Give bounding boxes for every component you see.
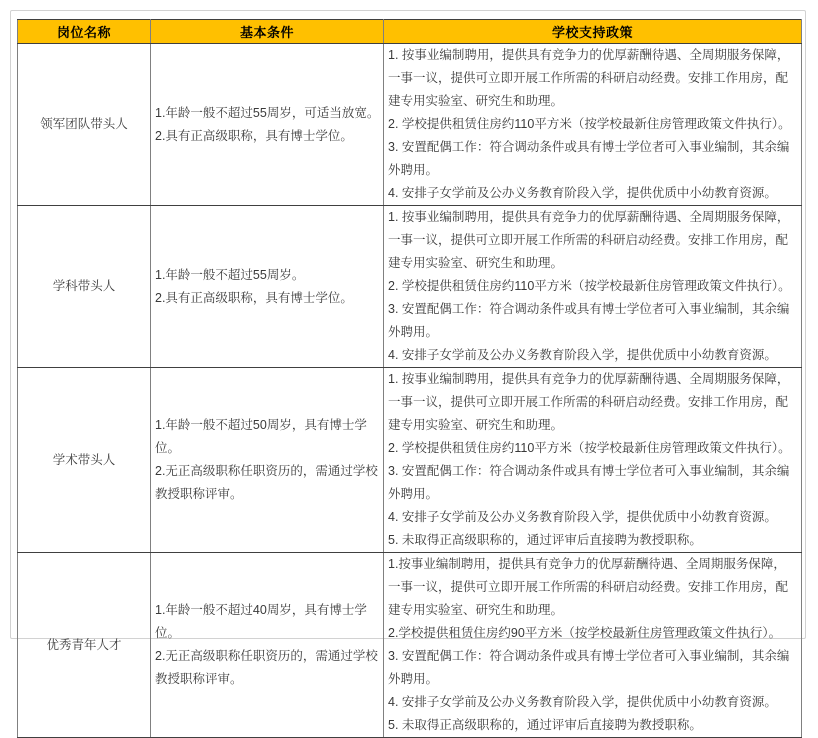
policies-cell xyxy=(384,206,802,368)
policy-line: 3. 安置配偶工作：符合调动条件或具有博士学位者可入事业编制，其余编外聘用。 xyxy=(388,464,790,501)
policy-line: 4. 安排子女学前及公办义务教育阶段入学，提供优质中小幼教育资源。 xyxy=(388,510,777,524)
table-row xyxy=(18,553,802,738)
policy-line: 2. 学校提供租赁住房约110平方米（按学校最新住房管理政策文件执行）。 xyxy=(388,117,791,131)
table-row xyxy=(18,206,802,368)
table-body xyxy=(18,44,802,738)
condition-line: 1.年龄一般不超过50周岁，具有博士学位。 xyxy=(155,418,367,455)
policy-line: 2. 学校提供租赁住房约110平方米（按学校最新住房管理政策文件执行）。 xyxy=(388,279,791,293)
policies-cell xyxy=(384,368,802,553)
policy-line: 5. 未取得正高级职称的，通过评审后直接聘为教授职称。 xyxy=(388,718,702,732)
table-row xyxy=(18,368,802,553)
condition-line: 2.具有正高级职称，具有博士学位。 xyxy=(155,290,353,305)
condition-line: 1.年龄一般不超过55周岁。 xyxy=(155,267,305,282)
header-basic-conditions: 基本条件 xyxy=(151,20,384,44)
policies-cell xyxy=(384,553,802,738)
conditions-cell xyxy=(151,553,384,738)
policy-line: 3. 安置配偶工作：符合调动条件或具有博士学位者可入事业编制，其余编外聘用。 xyxy=(388,140,790,177)
position-cell: 优秀青年人才 xyxy=(18,553,151,738)
policy-line: 4. 安排子女学前及公办义务教育阶段入学，提供优质中小幼教育资源。 xyxy=(388,695,777,709)
policy-line: 4. 安排子女学前及公办义务教育阶段入学，提供优质中小幼教育资源。 xyxy=(388,348,777,362)
position-cell: 学科带头人 xyxy=(18,206,151,368)
policy-line: 3. 安置配偶工作：符合调动条件或具有博士学位者可入事业编制，其余编外聘用。 xyxy=(388,649,790,686)
condition-line: 1.年龄一般不超过40周岁，具有博士学位。 xyxy=(155,603,367,640)
conditions-cell xyxy=(151,368,384,553)
header-support-policies: 学校支持政策 xyxy=(384,20,802,44)
position-cell: 学术带头人 xyxy=(18,368,151,553)
policy-line: 2.学校提供租赁住房约90平方米（按学校最新住房管理政策文件执行）。 xyxy=(388,626,782,640)
policy-line: 1. 按事业编制聘用，提供具有竞争力的优厚薪酬待遇、全周期服务保障，一事一议，提供可立即开展工作所需的科研启动经费。安排工作用房，配建专用实验室、研究生和助理。 xyxy=(388,48,790,108)
header-position-name: 岗位名称 xyxy=(18,20,151,44)
policy-line: 5. 未取得正高级职称的，通过评审后直接聘为教授职称。 xyxy=(388,533,702,547)
condition-line: 2.具有正高级职称，具有博士学位。 xyxy=(155,128,353,143)
condition-line: 2.无正高级职称任职资历的，需通过学校教授职称评审。 xyxy=(155,649,378,686)
condition-line: 1.年龄一般不超过55周岁，可适当放宽。 xyxy=(155,105,380,120)
policy-line: 1.按事业编制聘用，提供具有竞争力的优厚薪酬待遇、全周期服务保障，一事一议，提供可立即开展工作所需的科研启动经费。安排工作用房，配建专用实验室、研究生和助理。 xyxy=(388,557,789,617)
conditions-cell xyxy=(151,206,384,368)
header-row xyxy=(18,20,802,44)
conditions-cell xyxy=(151,44,384,206)
condition-line: 2.无正高级职称任职资历的，需通过学校教授职称评审。 xyxy=(155,464,378,501)
policy-line: 1. 按事业编制聘用，提供具有竞争力的优厚薪酬待遇、全周期服务保障，一事一议，提供可立即开展工作所需的科研启动经费。安排工作用房，配建专用实验室、研究生和助理。 xyxy=(388,210,790,270)
policy-line: 2. 学校提供租赁住房约110平方米（按学校最新住房管理政策文件执行）。 xyxy=(388,441,791,455)
position-cell: 领军团队带头人 xyxy=(18,44,151,206)
positions-table xyxy=(17,19,802,738)
table-row xyxy=(18,44,802,206)
policy-line: 3. 安置配偶工作：符合调动条件或具有博士学位者可入事业编制，其余编外聘用。 xyxy=(388,302,790,339)
policy-line: 1. 按事业编制聘用，提供具有竞争力的优厚薪酬待遇、全周期服务保障，一事一议，提供可立即开展工作所需的科研启动经费。安排工作用房，配建专用实验室、研究生和助理。 xyxy=(388,372,790,432)
policies-cell xyxy=(384,44,802,206)
policy-line: 4. 安排子女学前及公办义务教育阶段入学，提供优质中小幼教育资源。 xyxy=(388,186,777,200)
